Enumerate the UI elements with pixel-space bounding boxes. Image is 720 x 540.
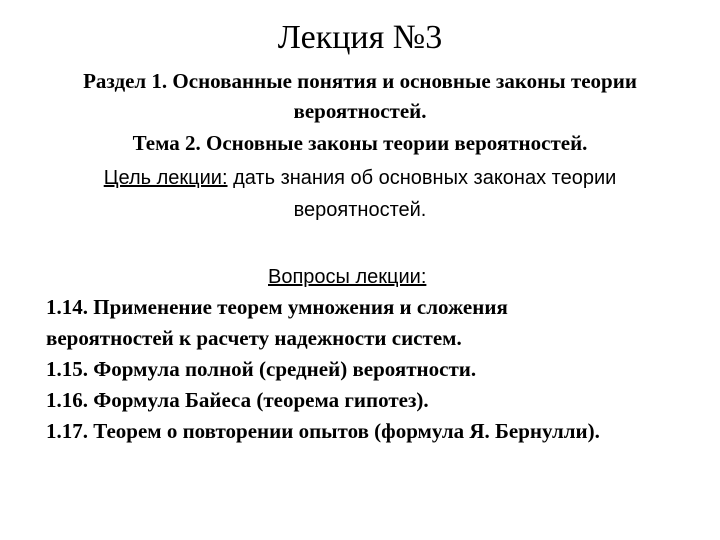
goal-text-1: дать знания об основных законах теории	[227, 167, 617, 189]
goal-label: Цель лекции:	[103, 167, 228, 189]
list-item: 1.14. Применение теорем умножения и сложения	[46, 295, 508, 319]
list-item: 1.17. Теорем о повторении опытов (формула Я. Бернулли).	[46, 419, 600, 443]
list-item: 1.16. Формула Байеса (теорема гипотез).	[46, 388, 429, 412]
section-heading	[30, 66, 690, 126]
questions-list	[46, 292, 696, 447]
lecture-goal	[30, 162, 690, 226]
section-line-1: Раздел 1. Основанные понятия и основные законы теории	[83, 69, 637, 93]
list-item: вероятностей к расчету надежности систем.	[46, 326, 462, 350]
goal-line-1	[30, 162, 690, 194]
questions-heading: Вопросы лекции:	[268, 266, 427, 288]
slide-title: Лекция №3	[277, 19, 443, 56]
topic-heading: Тема 2. Основные законы теории вероятностей.	[132, 131, 588, 155]
section-line-2: вероятностей.	[293, 99, 427, 123]
list-item: 1.15. Формула полной (средней) вероятности.	[46, 357, 477, 381]
goal-text-2: вероятностей.	[293, 199, 427, 221]
